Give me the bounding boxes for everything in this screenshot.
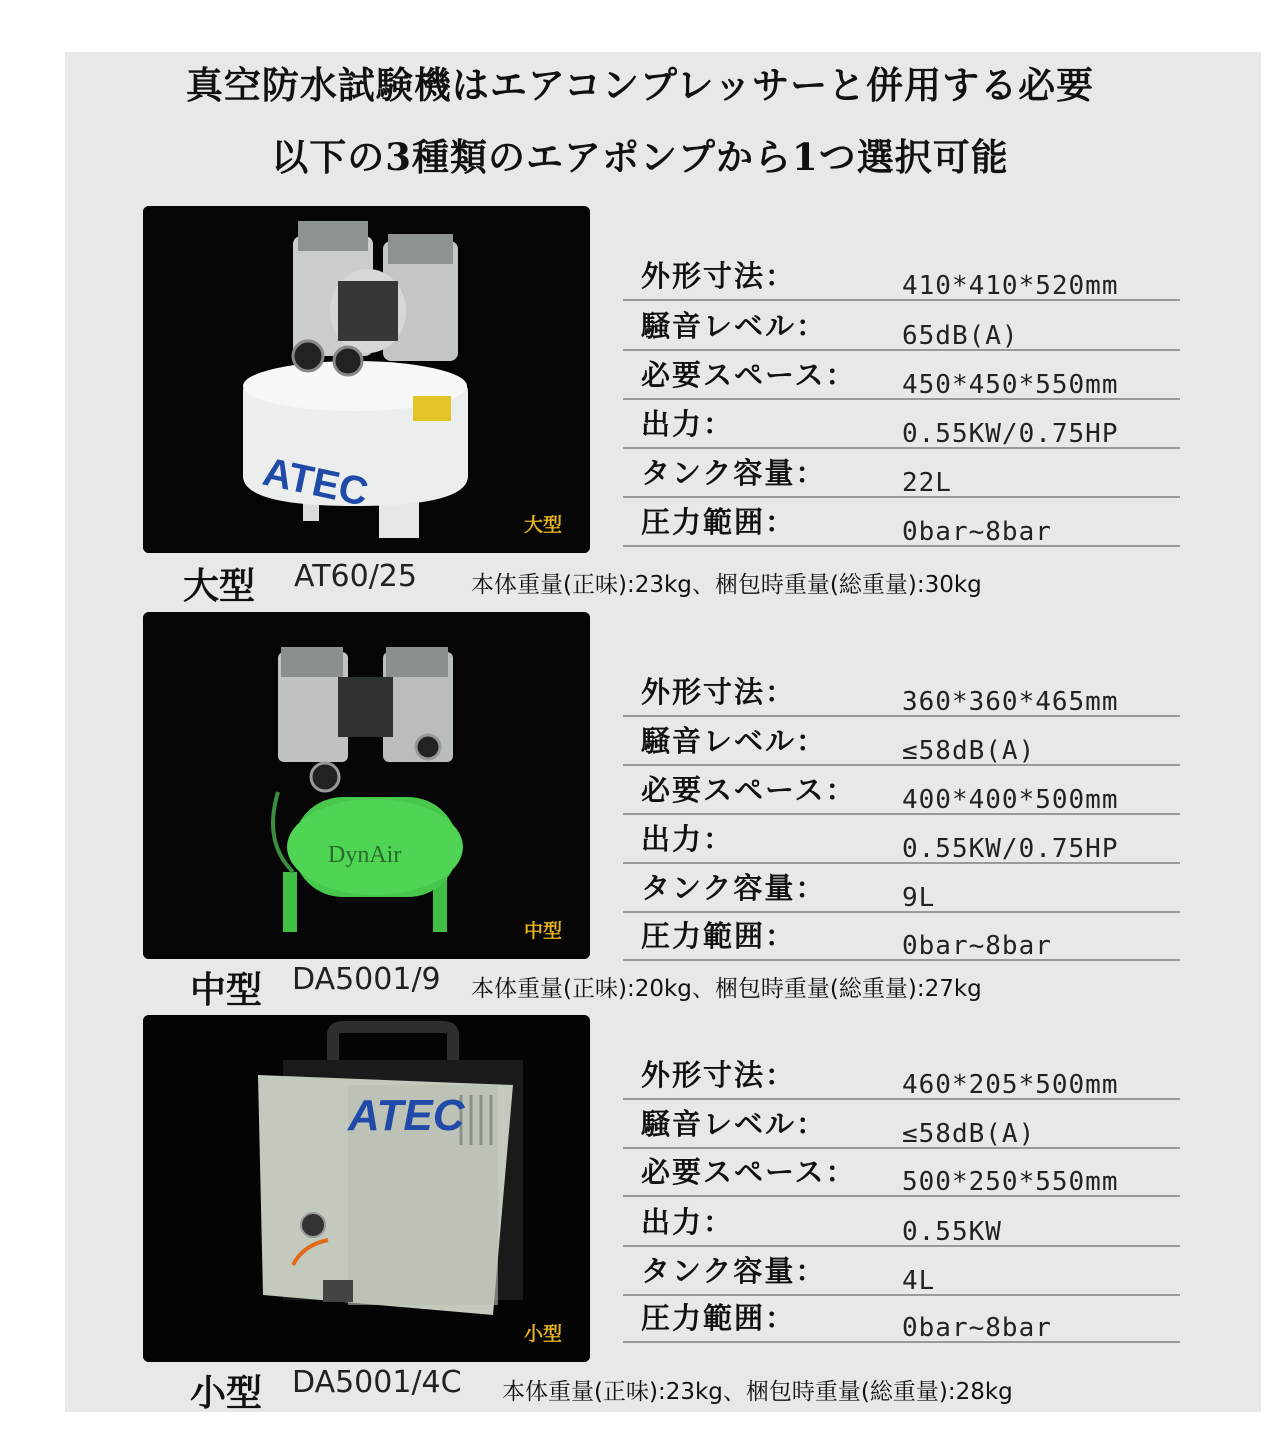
spec-row: [623, 863, 1180, 913]
compressor-small-illustration: [143, 1015, 590, 1362]
spec-label: 外形寸法：: [641, 675, 797, 709]
spec-row: [623, 497, 1180, 547]
spec-value: 0bar~8bar: [902, 931, 1052, 961]
spec-value: 400*400*500mm: [902, 785, 1119, 815]
spec-value: ≤58dB(A): [902, 736, 1036, 766]
spec-label: 騒音レベル：: [641, 309, 828, 343]
product-weight: 本体重量(正味):20kg、梱包時重量(総重量):27kg: [471, 976, 982, 1002]
spec-label: 出力：: [641, 407, 735, 441]
atec-logo: ATEC: [259, 449, 372, 515]
headline-line-2: 以下の3種類のエアポンプから1つ選択可能: [271, 135, 1009, 179]
spec-row: [623, 1197, 1180, 1247]
spec-row: [623, 1246, 1180, 1296]
spec-label: タンク容量：: [641, 1254, 827, 1288]
spec-value: 0.55KW: [902, 1217, 1002, 1247]
spec-row: [623, 911, 1180, 961]
spec-value: 360*360*465mm: [902, 687, 1119, 717]
spec-label: 出力：: [641, 1205, 735, 1239]
spec-row: [623, 1050, 1180, 1100]
spec-label: 騒音レベル：: [641, 724, 828, 758]
spec-value: 410*410*520mm: [902, 271, 1119, 301]
spec-row: [623, 667, 1180, 717]
spec-value: 65dB(A): [902, 321, 1019, 351]
product-model: DA5001/4C: [292, 1365, 462, 1400]
spec-row: [623, 716, 1180, 766]
spec-label: 外形寸法：: [641, 1058, 797, 1092]
spec-label: タンク容量：: [641, 871, 827, 905]
product-large: [0, 206, 1279, 606]
spec-row: [623, 251, 1180, 301]
compressor-large-illustration: [143, 206, 590, 553]
spec-value: 0.55KW/0.75HP: [902, 419, 1119, 449]
spec-label: 出力：: [641, 822, 735, 856]
spec-label: 必要スペース：: [641, 358, 857, 392]
spec-row: [623, 1293, 1180, 1343]
atec-logo: ATEC: [348, 1091, 465, 1140]
product-size-label: 中型: [190, 969, 263, 1011]
spec-value: 0bar~8bar: [902, 517, 1052, 547]
spec-label: 圧力範囲：: [641, 1301, 797, 1335]
spec-row: [623, 1099, 1180, 1149]
spec-label: 騒音レベル：: [641, 1107, 828, 1141]
spec-label: 外形寸法：: [641, 259, 797, 293]
photo-size-tag: 中型: [523, 920, 562, 942]
spec-row: [623, 448, 1180, 498]
photo-size-tag: 小型: [523, 1323, 562, 1345]
product-photo-small: [143, 1015, 590, 1362]
product-size-label: 大型: [183, 565, 256, 607]
spec-label: 必要スペース：: [641, 773, 857, 807]
photo-size-tag: 大型: [523, 514, 562, 536]
spec-label: 必要スペース：: [641, 1155, 857, 1189]
product-weight: 本体重量(正味):23kg、梱包時重量(総重量):30kg: [471, 572, 982, 598]
product-weight: 本体重量(正味):23kg、梱包時重量(総重量):28kg: [502, 1379, 1013, 1405]
compressor-medium-illustration: [143, 612, 590, 959]
product-small: [0, 1015, 1279, 1415]
spec-row: [623, 1147, 1180, 1197]
spec-row: [623, 814, 1180, 864]
spec-value: 0bar~8bar: [902, 1313, 1052, 1343]
product-model: AT60/25: [294, 559, 417, 594]
spec-value: ≤58dB(A): [902, 1119, 1036, 1149]
product-size-label: 小型: [190, 1372, 263, 1414]
dynair-logo: DynAir: [328, 842, 402, 868]
spec-row: [623, 765, 1180, 815]
spec-value: 9L: [902, 883, 936, 913]
spec-value: 0.55KW/0.75HP: [902, 834, 1119, 864]
spec-label: 圧力範囲：: [641, 919, 797, 953]
spec-label: タンク容量：: [641, 456, 827, 490]
spec-value: 460*205*500mm: [902, 1070, 1119, 1100]
spec-label: 圧力範囲：: [641, 505, 797, 539]
product-medium: [0, 612, 1279, 1012]
spec-row: [623, 399, 1180, 449]
spec-value: 500*250*550mm: [902, 1167, 1119, 1197]
product-model: DA5001/9: [292, 962, 441, 997]
spec-value: 22L: [902, 468, 952, 498]
spec-value: 4L: [902, 1266, 936, 1296]
spec-row: [623, 350, 1180, 400]
product-photo-large: [143, 206, 590, 553]
spec-row: [623, 301, 1180, 351]
headline-line-1: 真空防水試験機はエアコンプレッサーと併用する必要: [185, 63, 1095, 107]
product-photo-medium: [143, 612, 590, 959]
spec-value: 450*450*550mm: [902, 370, 1119, 400]
